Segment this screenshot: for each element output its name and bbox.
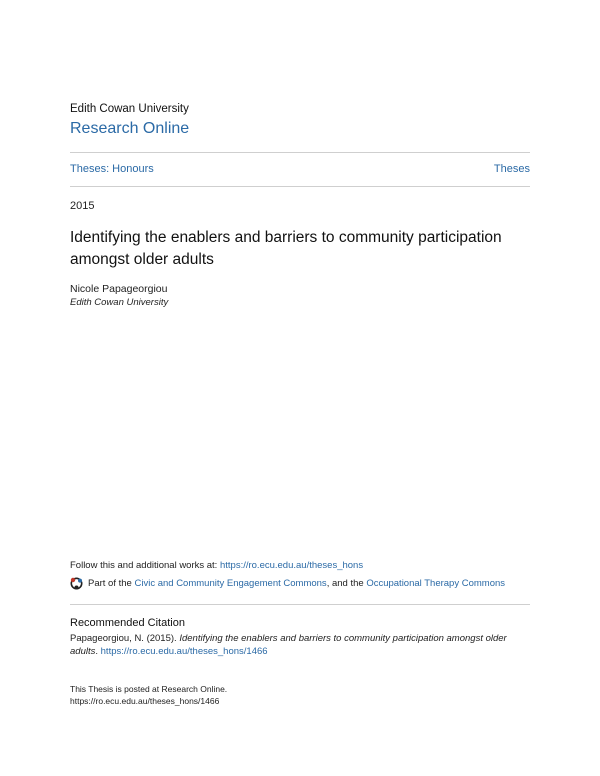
citation-title: Identifying the enablers and barriers to community participation amongst older adults: [70, 633, 507, 657]
divider-citation: [70, 604, 530, 605]
citation-prefix: Papageorgiou, N. (2015).: [70, 633, 180, 644]
posted-line-2: https://ro.ecu.edu.au/theses_hons/1466: [70, 696, 220, 706]
follow-line: [70, 560, 363, 571]
citation-link[interactable]: https://ro.ecu.edu.au/theses_hons/1466: [100, 646, 268, 657]
author-affiliation: Edith Cowan University: [70, 297, 169, 308]
network-icon: [70, 577, 83, 590]
publication-year: 2015: [70, 200, 95, 212]
institution-name: Edith Cowan University: [70, 103, 189, 115]
follow-text: Follow this and additional works at:: [70, 560, 220, 571]
citation-heading: Recommended Citation: [70, 617, 185, 629]
collection-link-theses-honours[interactable]: Theses: Honours: [70, 163, 154, 175]
author-name: Nicole Papageorgiou: [70, 283, 168, 295]
part-of-line: [70, 577, 505, 590]
part-of-middle: , and the: [326, 578, 364, 589]
civic-community-commons-link[interactable]: Civic and Community Engagement Commons: [134, 578, 327, 589]
divider-top: [70, 152, 530, 153]
collection-link-theses[interactable]: Theses: [493, 163, 530, 175]
document-title: Identifying the enablers and barriers to community participation amongst older adults: [70, 229, 502, 268]
occupational-therapy-commons-link[interactable]: Occupational Therapy Commons: [366, 578, 506, 589]
citation-mid: .: [95, 646, 101, 657]
citation-body: [70, 632, 532, 658]
posted-line-1: This Thesis is posted at Research Online.: [70, 684, 228, 694]
posted-notice: [70, 683, 227, 707]
divider-nav: [70, 186, 530, 187]
follow-link[interactable]: https://ro.ecu.edu.au/theses_hons: [219, 560, 364, 571]
part-of-prefix: Part of the: [88, 578, 132, 589]
repository-link[interactable]: Research Online: [70, 120, 190, 137]
